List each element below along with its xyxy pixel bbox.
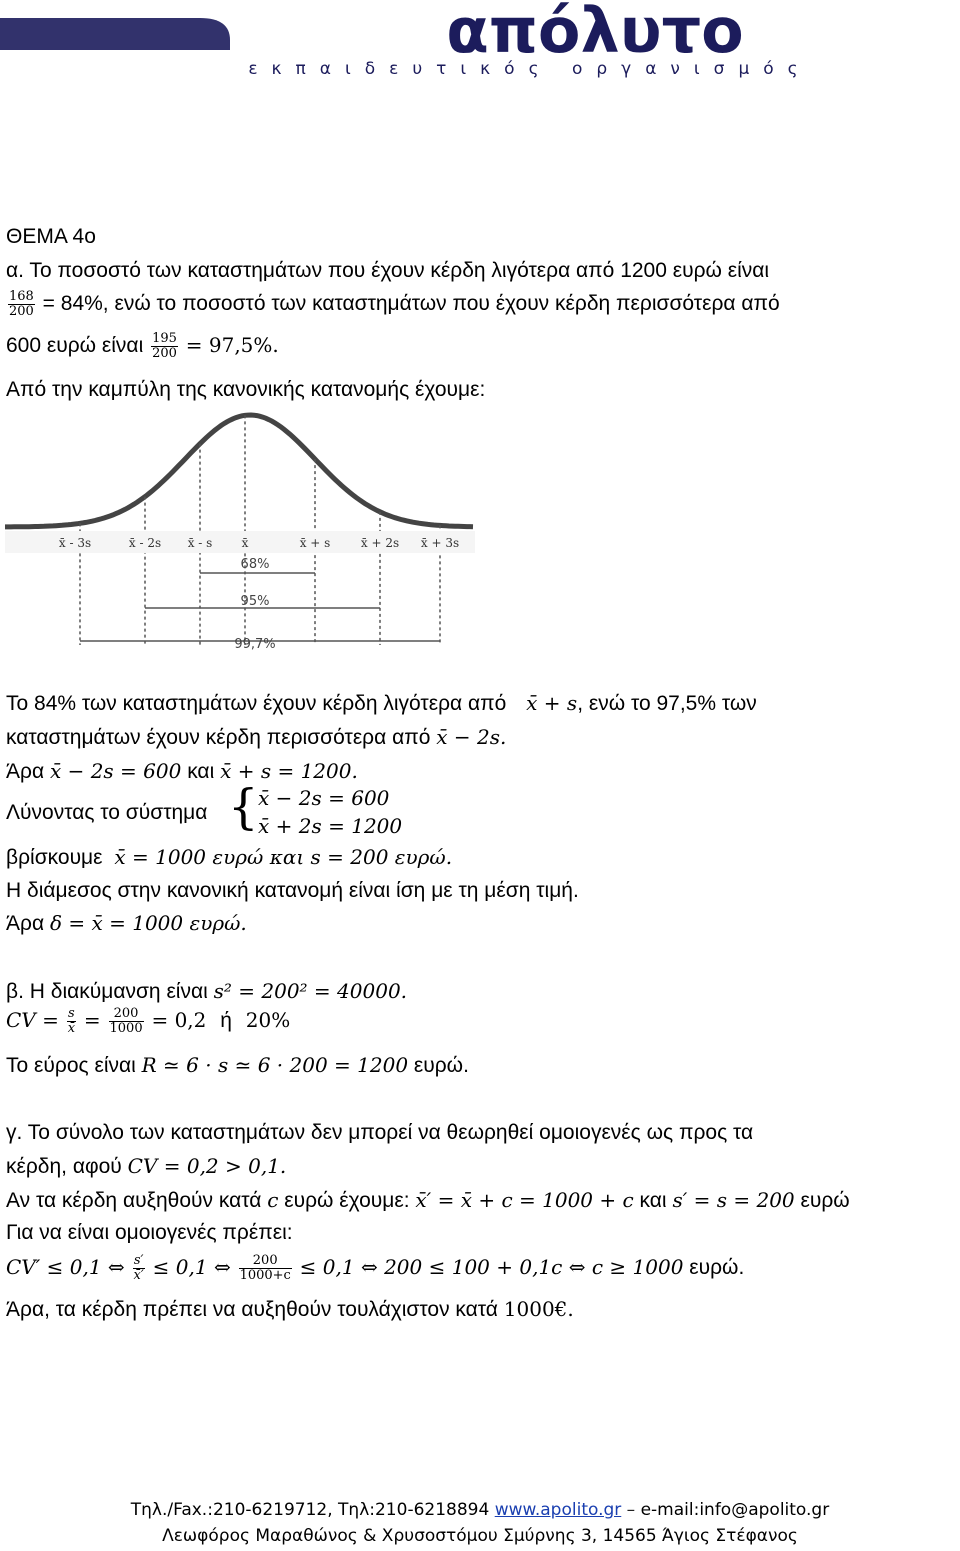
part-c-line4: Για να είναι ομοιογενές πρέπει: [6,1221,293,1244]
axis-label: x̄ + 3s [420,536,460,550]
fraction-sprime-xbarprime: $\frac{s'}{x̄'}$ [133,1253,144,1283]
logo-tagline: εκπαιδευτικός οργανισμός [248,59,812,79]
system-brace: { [228,779,259,835]
part-b-line1: β. Η διακύμανση είναι s² = 200² = 40000. [6,979,408,1003]
sigma-lines [80,415,440,645]
footer-contact: Τηλ./Fax.:210-6219712, Τηλ:210-6218894 www.apolito.gr – e-mail:info@apolito.gr [130,1500,830,1520]
part-c-line2: κέρδη, αφού CV = 0,2 > 0,1. [6,1154,287,1178]
sol-a-line3: Άρα x̄ − 2s = 600 και x̄ + s = 1200. [6,759,358,783]
part-c-line3: Αν τα κέρδη αυξηθούν κατά c ευρώ έχουμε: x̄′ = x̄ + c = 1000 + c και s′ = s = 200 ευρώ [6,1188,850,1212]
system-eq2: x̄ + 2s = 1200 [258,814,403,838]
fraction-200-1000: $\frac{200}{1000}$ [109,1006,143,1036]
fraction-195-200: $\frac{195}{200}$ [152,331,177,361]
normal-distribution-figure [0,405,480,650]
axis-label: x̄ + 2s [360,536,400,550]
part-a-line1: α. Το ποσοστό των καταστημάτων που έχουν κέρδη λιγότερα από 1200 ευρώ είναι [6,259,770,282]
logo-text: απόλυτο [446,0,744,67]
axis-label: x̄ - s [187,536,213,550]
part-a-line4: Από την καμπύλη της κανονικής κατανομής έχουμε: [6,378,486,401]
bell-curve [5,415,473,527]
fraction-168-200: $\frac{168}{200}$ [9,289,34,319]
interval-labels [234,557,275,650]
part-a-line3: 600 ευρώ είναι $\frac{195}{200}$ = 97,5%. [6,331,279,361]
axis-label: x̄ [241,536,249,550]
part-c-line5: CV′ ≤ 0,1 ⇔ $\frac{s'}{x̄'}$ ≤ 0,1 ⇔ $\frac{200}{1000+c}$ ≤ 0,1 ⇔ 200 ≤ 100 + 0,1c ⇔ c ≥ 1000 ευρώ. [6,1253,745,1283]
fraction-s-xbar: $\frac{s}{x̄}$ [67,1006,76,1036]
website-link[interactable]: www.apolito.gr [494,1500,622,1520]
axis-label: x̄ + s [299,536,331,550]
pct-label: 95% [240,594,270,609]
part-a-line2: $\frac{168}{200}$ = 84%, ενώ το ποσοστό των καταστημάτων που έχουν κέρδη περισσότερα από [9,289,780,319]
axis-label: x̄ - 3s [58,536,92,550]
sol-a-line4: Λύνοντας το σύστημα [6,801,208,824]
sol-a-line6: Η διάμεσος στην κανονική κατανομή είναι ίση με τη μέση τιμή. [6,879,579,902]
sol-a-line2: καταστημάτων έχουν κέρδη περισσότερα από x̄ − 2s. [6,725,507,749]
pct-label: 99,7% [234,637,276,650]
footer-address: Λεωφόρος Μαραθώνος & Χρυσοστόμου Σμύρνης 3, 14565 Άγιος Στέφανος [162,1526,798,1546]
part-c-line1: γ. Το σύνολο των καταστημάτων δεν μπορεί να θεωρηθεί ομοιογενές ως προς τα [6,1121,754,1144]
header-logo [0,0,960,80]
system-eq1: x̄ − 2s = 600 [258,786,390,810]
logo-graphic [0,0,960,80]
sol-a-line7: Άρα δ = x̄ = 1000 ευρώ. [6,911,247,935]
part-b-line2: CV = $\frac{s}{x̄}$ = $\frac{200}{1000}$ = 0,2 ή 20% [6,1006,291,1036]
email-text: e-mail:info@apolito.gr [640,1500,830,1520]
sol-a-line5: βρίσκουμε x̄ = 1000 ευρώ και s = 200 ευρώ. [6,845,453,869]
part-b-line3: Το εύρος είναι R ≃ 6 · s ≃ 6 · 200 = 1200 ευρώ. [6,1053,469,1077]
sol-a-line1: Το 84% των καταστημάτων έχουν κέρδη λιγότερα από x̄ + s, ενώ το 97,5% των [6,691,757,715]
fraction-200-1000c: $\frac{200}{1000+c}$ [239,1253,291,1283]
axis-label: x̄ - 2s [128,536,162,550]
pct-label: 68% [240,557,270,572]
part-c-line6: Άρα, τα κέρδη πρέπει να αυξηθούν τουλάχιστον κατά 1000€. [6,1297,574,1321]
section-title: ΘΕΜΑ 4ο [6,225,96,248]
